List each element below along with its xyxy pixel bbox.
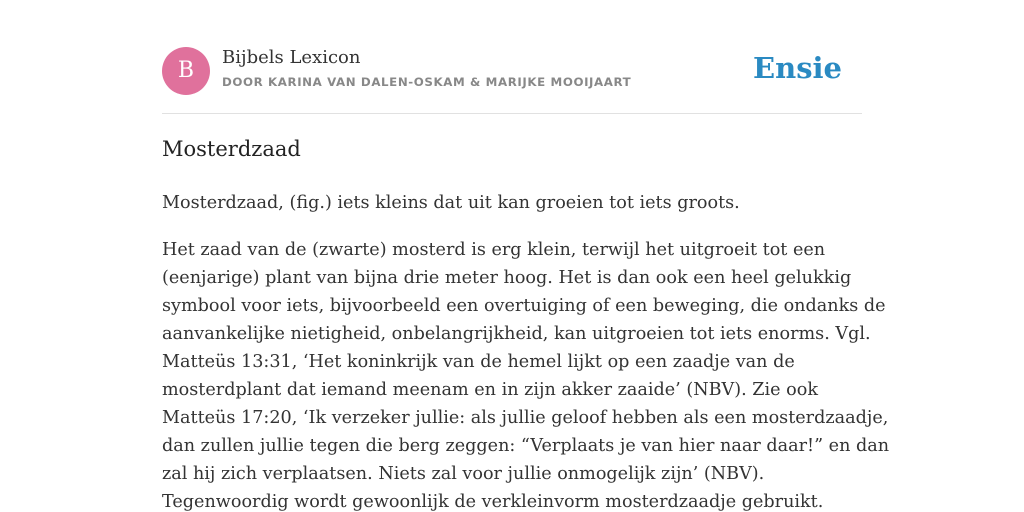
ensie-logo-link[interactable]: Ensie bbox=[753, 51, 842, 85]
entry-body bbox=[162, 189, 890, 512]
author-avatar[interactable]: B bbox=[162, 47, 210, 95]
paragraph-line: Het zaad van de (zwarte) mosterd is erg klein, terwijl het uitgroeit tot een bbox=[162, 240, 826, 260]
paragraph-line: symbool voor iets, bijvoorbeeld een overtuiging of een beweging, die ondanks de bbox=[162, 296, 886, 316]
paragraph-line: (eenjarige) plant van bijna drie meter hoog. Het is dan ook een heel gelukkig bbox=[162, 268, 852, 288]
paragraph-line: Matteüs 13:31, ‘Het koninkrijk van de hemel lijkt op een zaadje van de bbox=[162, 352, 795, 372]
header bbox=[162, 46, 862, 96]
byline: DOOR KARINA VAN DALEN-OSKAM & MARIJKE MOOIJAART bbox=[222, 75, 632, 89]
paragraph-line: aanvankelijke nietigheid, onbelangrijkheid, kan uitgroeien tot iets enorms. Vgl. bbox=[162, 324, 871, 344]
definition: Mosterdzaad, (fig.) iets kleins dat uit kan groeien tot iets groots. bbox=[162, 193, 740, 213]
paragraph-line: Matteüs 17:20, ‘Ik verzeker jullie: als jullie geloof hebben als een mosterdzaadje, bbox=[162, 408, 889, 428]
paragraph-line: zal hij zich verplaatsen. Niets zal voor jullie onmogelijk zijn’ (NBV). bbox=[162, 464, 765, 484]
entry-title: Mosterdzaad bbox=[162, 137, 301, 161]
paragraph-line: dan zullen jullie tegen die berg zeggen: “Verplaats je van hier naar daar!” en dan bbox=[162, 436, 890, 456]
header-divider bbox=[162, 113, 862, 114]
paragraph-line: mosterdplant dat iemand meenam en in zijn akker zaaide’ (NBV). Zie ook bbox=[162, 380, 819, 400]
book-title[interactable]: Bijbels Lexicon bbox=[222, 47, 361, 68]
paragraph-line: Tegenwoordig wordt gewoonlijk de verkleinvorm mosterdzaadje gebruikt. bbox=[162, 492, 824, 512]
explanation-paragraph bbox=[162, 236, 890, 512]
